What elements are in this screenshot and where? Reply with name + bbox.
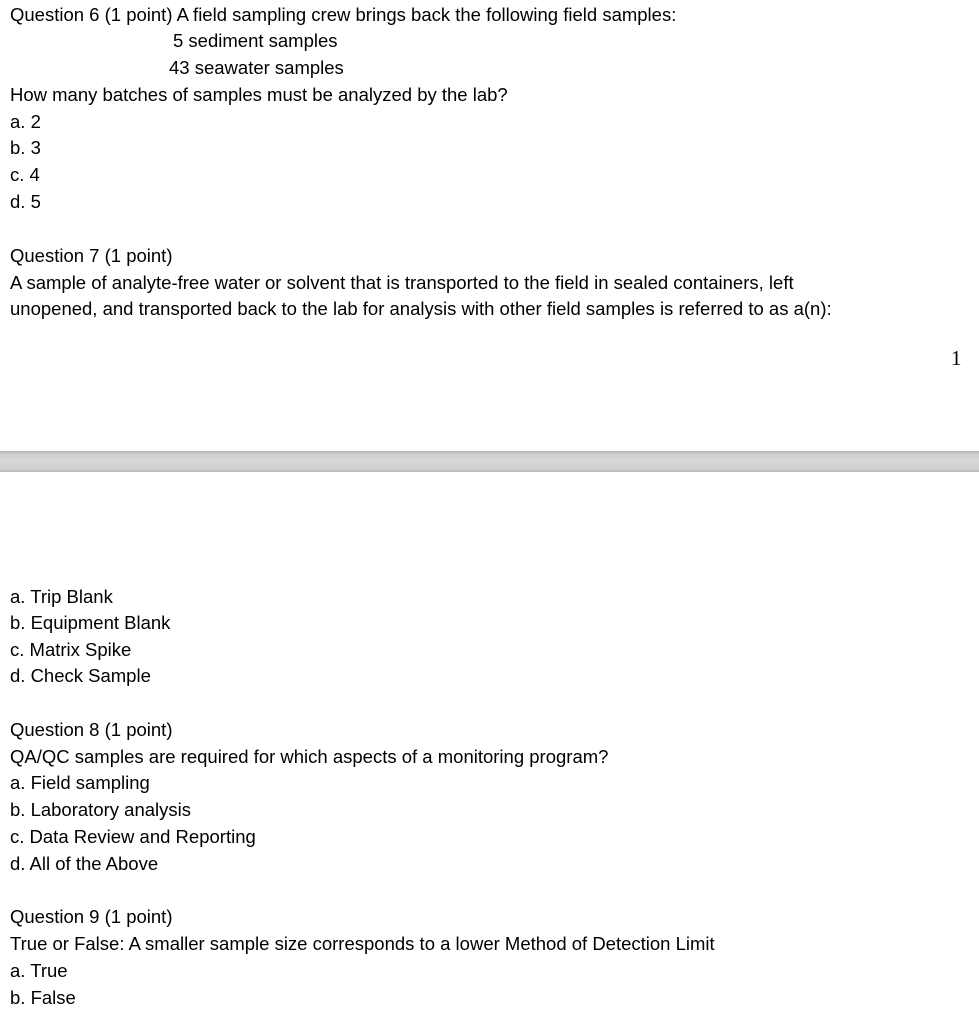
question-6-option-d: d. 5 — [10, 191, 41, 212]
question-6-option-b: b. 3 — [10, 137, 41, 158]
question-6-header: Question 6 (1 point) A field sampling crew brings back the following field samples: — [10, 4, 677, 25]
question-8-prompt: QA/QC samples are required for which aspects of a monitoring program? — [10, 746, 609, 767]
page-break — [0, 451, 979, 472]
question-6-sample-seawater: 43 seawater samples — [169, 57, 344, 78]
question-9-header: Question 9 (1 point) — [10, 906, 173, 927]
page-number: 1 — [951, 346, 962, 370]
question-7-option-a: a. Trip Blank — [10, 586, 113, 607]
question-9-option-b: b. False — [10, 987, 76, 1008]
question-6-option-c: c. 4 — [10, 164, 40, 185]
question-8-option-c: c. Data Review and Reporting — [10, 826, 256, 847]
question-7-prompt-line-2: unopened, and transported back to the lab for analysis with other field samples is referred to as a(n): — [10, 298, 832, 319]
question-7-option-b: b. Equipment Blank — [10, 612, 171, 633]
question-6-option-a: a. 2 — [10, 111, 41, 132]
question-8-option-b: b. Laboratory analysis — [10, 799, 191, 820]
question-6-sample-sediment: 5 sediment samples — [173, 30, 338, 51]
question-9-prompt: True or False: A smaller sample size corresponds to a lower Method of Detection Limit — [10, 933, 715, 954]
question-9-option-a: a. True — [10, 960, 68, 981]
question-7-header: Question 7 (1 point) — [10, 245, 173, 266]
question-8-option-a: a. Field sampling — [10, 772, 150, 793]
question-8-option-d: d. All of the Above — [10, 853, 159, 874]
question-7-option-d: d. Check Sample — [10, 665, 151, 686]
question-6-prompt: How many batches of samples must be analyzed by the lab? — [10, 84, 508, 105]
question-8-header: Question 8 (1 point) — [10, 719, 173, 740]
question-7-prompt-line-1: A sample of analyte-free water or solvent that is transported to the field in sealed containers, left — [10, 272, 794, 293]
question-7-option-c: c. Matrix Spike — [10, 639, 132, 660]
